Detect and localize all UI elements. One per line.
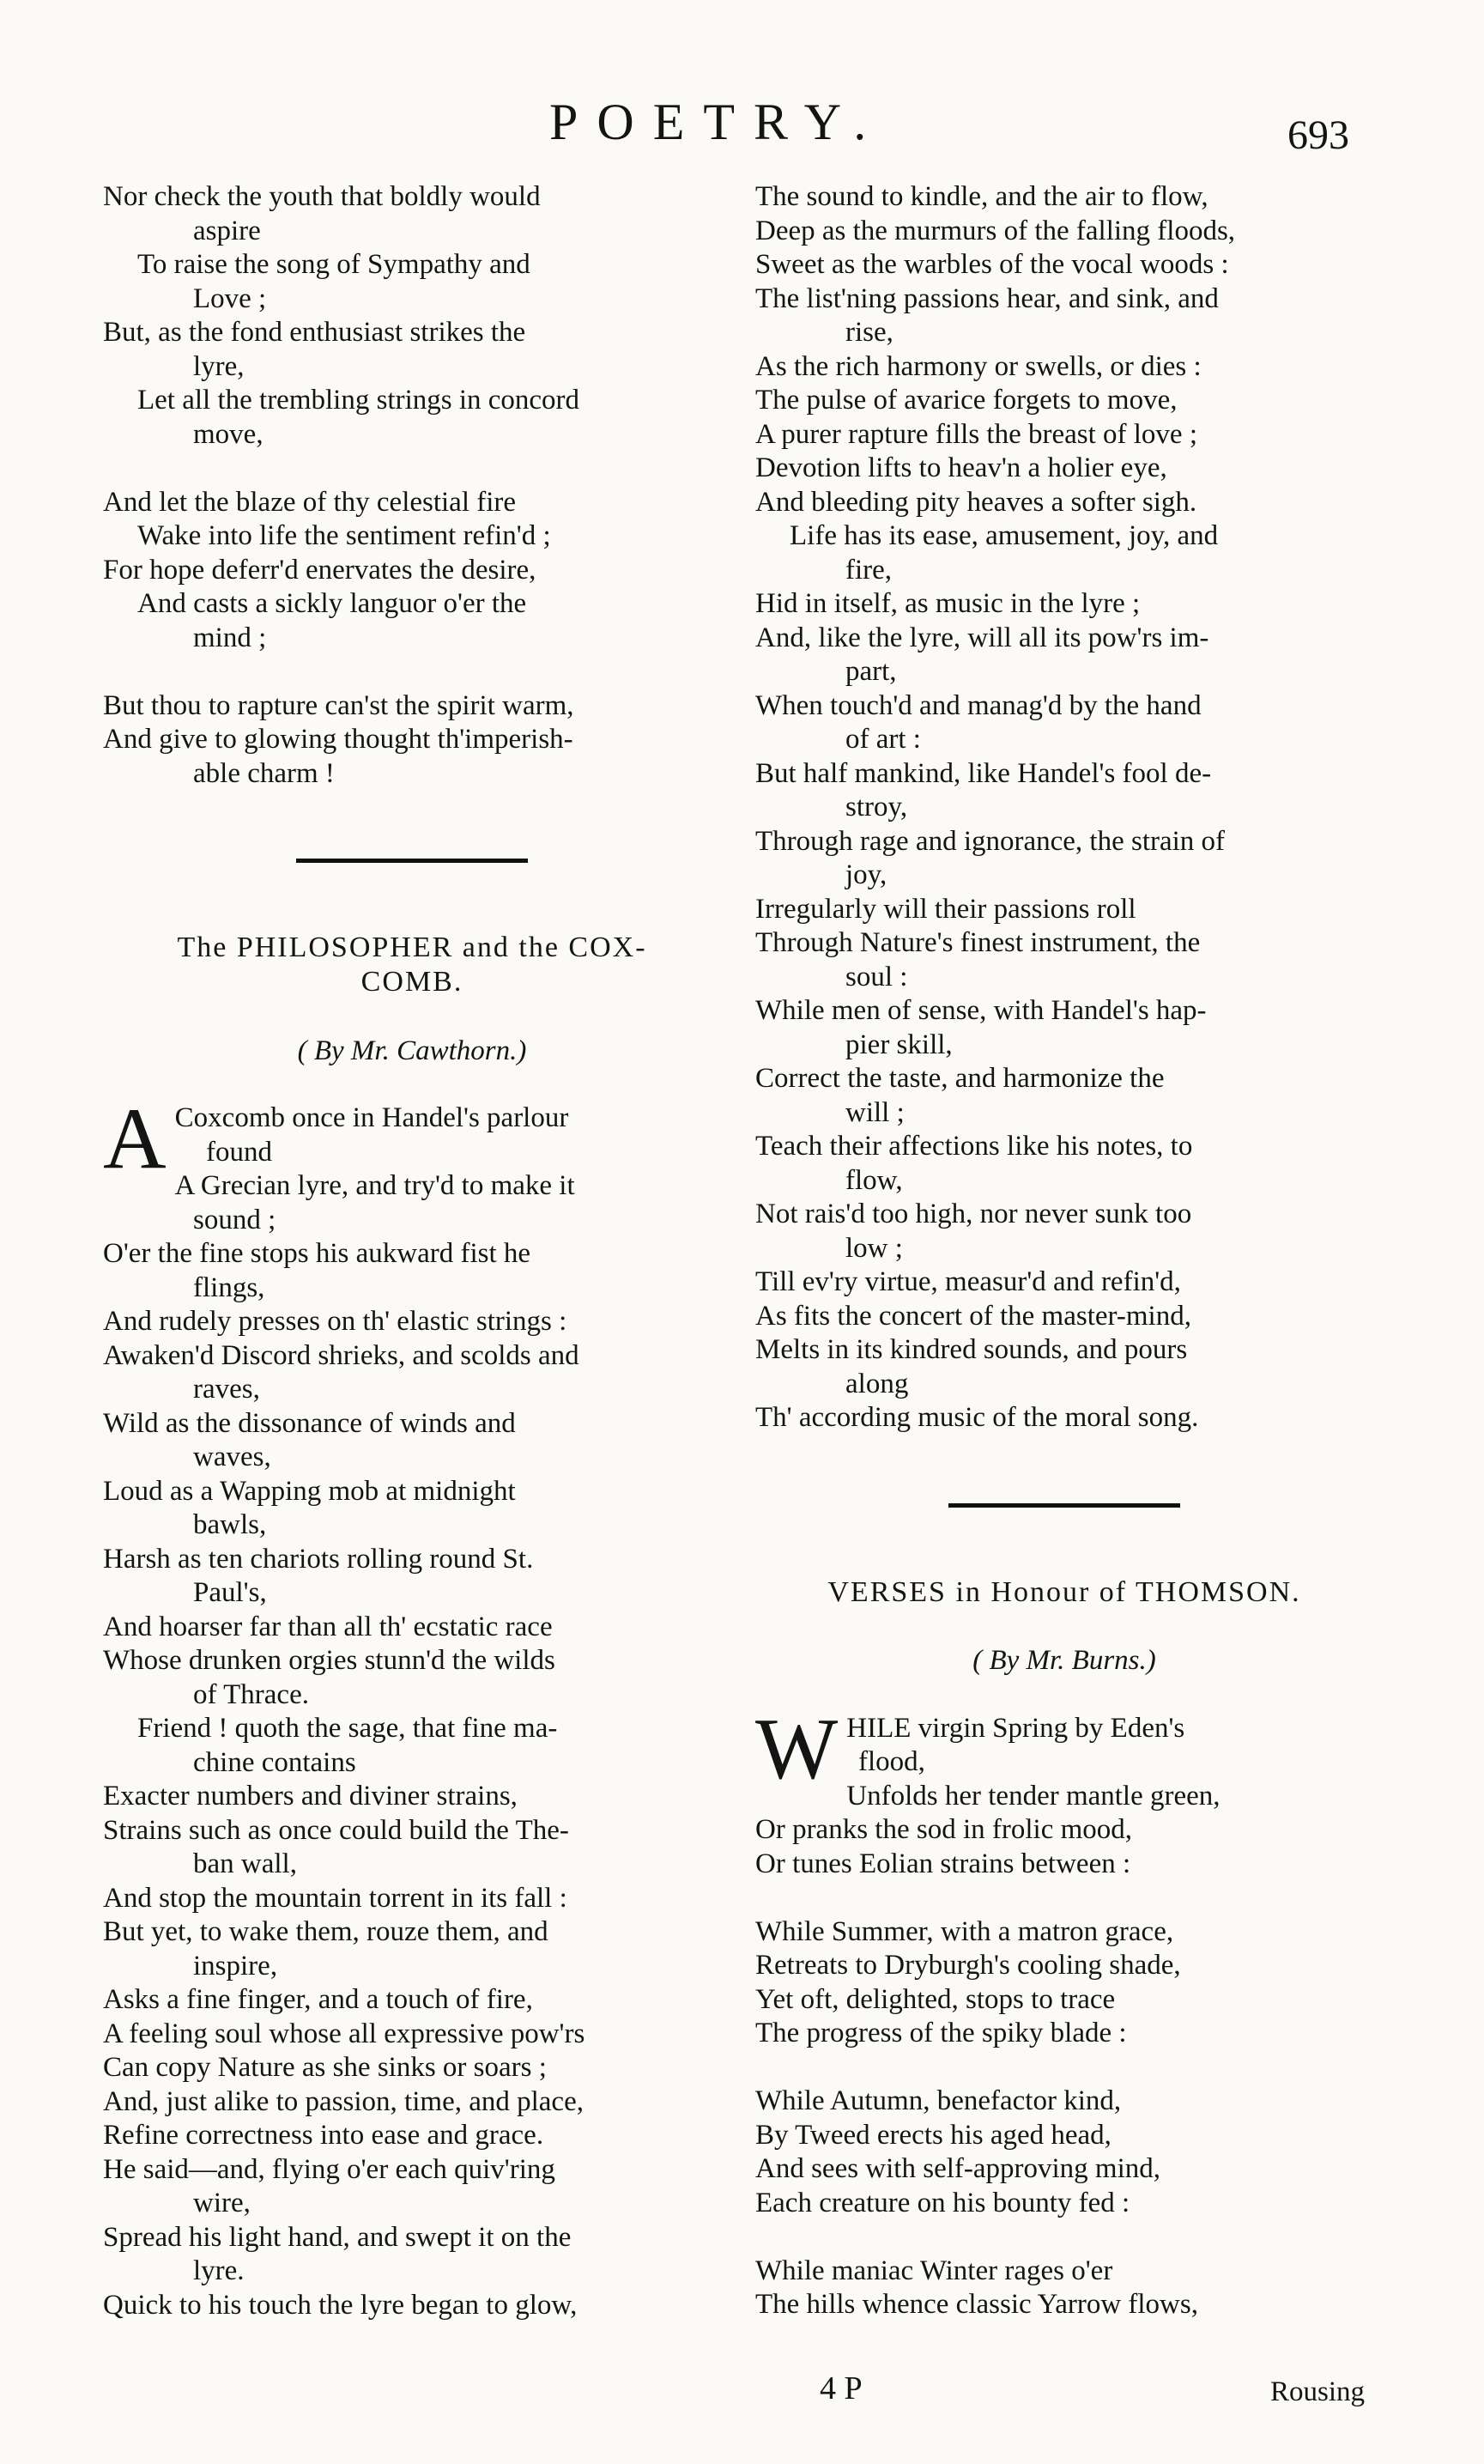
verse-line: bawls, — [193, 1509, 267, 1540]
verse-line: O'er the fine stops his aukward fist he — [103, 1238, 531, 1269]
poem-byline: ( By Mr. Cawthorn.) — [297, 1035, 527, 1066]
verse-line: lyre. — [193, 2255, 245, 2286]
verse-line: Each creature on his bounty fed : — [755, 2187, 1130, 2218]
verse-line: chine contains — [193, 1746, 356, 1778]
verse-line: The hills whence classic Yarrow flows, — [755, 2289, 1198, 2320]
verse-line: But half mankind, like Handel's fool de- — [755, 757, 1212, 789]
verse-line: But yet, to wake them, rouze them, and — [103, 1916, 548, 1947]
verse-line: Melts in its kindred sounds, and pours — [755, 1334, 1188, 1365]
catchword: Rousing — [1270, 2376, 1366, 2407]
poem-title — [103, 931, 721, 999]
verse-line: Not rais'd too high, nor never sunk too — [755, 1199, 1192, 1229]
verse-line: joy, — [845, 859, 887, 890]
verse-line: A purer rapture fills the breast of love ; — [755, 418, 1197, 450]
poem-title-line: COMB. — [360, 966, 463, 998]
verse-line: As the rich harmony or swells, or dies : — [755, 350, 1202, 382]
verse-line: Asks a fine finger, and a touch of fire, — [103, 1984, 533, 2015]
verse-line: along — [845, 1368, 909, 1399]
verse-line: Teach their affections like his notes, to — [755, 1131, 1193, 1162]
poem-ending — [103, 180, 721, 791]
verse-line: lyre, — [193, 350, 245, 382]
verse-line: And, just alike to passion, time, and place, — [103, 2085, 584, 2117]
verse-line: But thou to rapture can'st the spirit warm, — [103, 689, 574, 721]
verse-line: stroy, — [845, 792, 908, 822]
verse-line: Spread his light hand, and swept it on the — [103, 2221, 572, 2253]
verse-line: part, — [845, 656, 897, 687]
verse-line: HILE virgin Spring by Eden's — [846, 1712, 1185, 1744]
stanza-break — [755, 2051, 1373, 2085]
verse-line: Till ev'ry virtue, measur'd and refin'd, — [755, 1266, 1181, 1297]
verse-line: The list'ning passions hear, and sink, and — [755, 282, 1219, 314]
verse-line: of Thrace. — [193, 1678, 309, 1710]
verse-line: And give to glowing thought th'imperish- — [103, 724, 573, 755]
verse-line: soul : — [845, 961, 908, 992]
verse-line: And bleeding pity heaves a softer sigh. — [755, 486, 1197, 518]
verse-line: wire, — [193, 2188, 251, 2218]
verse-line: While men of sense, with Handel's hap- — [755, 995, 1207, 1026]
verse-line: Nor check the youth that boldly would — [103, 181, 541, 212]
verse-line: flings, — [193, 1271, 265, 1303]
verse-line: And stop the mountain torrent in its fall : — [103, 1882, 567, 1914]
verse-line: Coxcomb once in Handel's parlour — [174, 1102, 569, 1133]
verse-line: For hope deferr'd enervates the desire, — [103, 554, 536, 586]
poem-byline: ( By Mr. Burns.) — [972, 1645, 1156, 1676]
verse-line: will ; — [845, 1096, 905, 1128]
verse-line: Let all the trembling strings in concord — [137, 385, 580, 416]
verse-line: And sees with self-approving mind, — [755, 2153, 1161, 2184]
stanza-break — [755, 1881, 1373, 1915]
verse-line: Paul's, — [193, 1577, 267, 1608]
verse-line: Whose drunken orgies stunn'd the wilds — [103, 1645, 555, 1676]
verse-line: Sweet as the warbles of the vocal woods : — [755, 249, 1229, 280]
verse-line: The sound to kindle, and the air to flow, — [755, 181, 1208, 212]
verse-line: low ; — [845, 1232, 903, 1264]
verse-line: raves, — [193, 1374, 260, 1405]
verse-line: A Grecian lyre, and try'd to make it — [174, 1170, 575, 1201]
verse-line: Through rage and ignorance, the strain of — [755, 825, 1226, 857]
verse-line: Deep as the murmurs of the falling floods, — [755, 215, 1236, 246]
verse-line: Can copy Nature as she sinks or soars ; — [103, 2052, 547, 2083]
verse-line: He said—and, flying o'er each quiv'ring — [103, 2153, 555, 2185]
verse-line: But, as the fond enthusiast strikes the — [103, 317, 526, 348]
verse-line: Exacter numbers and diviner strains, — [103, 1781, 518, 1812]
right-column — [755, 180, 1373, 2322]
verse-line: While Summer, with a matron grace, — [755, 1915, 1174, 1947]
verse-line: The progress of the spiky blade : — [755, 2018, 1127, 2048]
verse-line: Th' according music of the moral song. — [755, 1402, 1199, 1433]
verse-line: Yet oft, delighted, stops to trace — [755, 1983, 1116, 2015]
drop-cap: W — [755, 1700, 839, 1798]
poem-continuation — [755, 180, 1373, 1435]
verse-line: The pulse of avarice forgets to move, — [755, 385, 1178, 416]
page-number: 693 — [1287, 112, 1349, 158]
verse-line: fire, — [845, 554, 893, 586]
verse-line: Unfolds her tender mantle green, — [846, 1780, 1221, 1812]
verse-line: flood, — [858, 1746, 925, 1777]
verse-line: rise, — [845, 317, 893, 348]
poem-title-line: The PHILOSOPHER and the COX- — [177, 932, 647, 963]
verse-line: As fits the concert of the master-mind, — [755, 1300, 1191, 1332]
running-head: POETRY. — [549, 94, 886, 150]
verse-line: While maniac Winter rages o'er — [755, 2255, 1113, 2286]
stanza-break — [103, 655, 721, 689]
verse-line: Wake into life the sentiment refin'd ; — [137, 520, 551, 551]
verse-line: able charm ! — [193, 757, 335, 789]
verse-line: Friend ! quoth the sage, that fine ma- — [137, 1713, 558, 1744]
verse-line: When touch'd and manag'd by the hand — [755, 689, 1202, 721]
poem-body — [103, 1090, 721, 2322]
verse-line: Wild as the dissonance of winds and — [103, 1407, 516, 1439]
verse-line: Love ; — [193, 282, 267, 314]
verse-line: To raise the song of Sympathy and — [137, 249, 530, 280]
poem-body — [755, 1700, 1373, 2322]
verse-line: By Tweed erects his aged head, — [755, 2119, 1111, 2151]
verse-line: Or pranks the sod in frolic mood, — [755, 1814, 1133, 1845]
verse-line: Retreats to Dryburgh's cooling shade, — [755, 1950, 1181, 1981]
stanza — [755, 2085, 1373, 2220]
verse-line: Or tunes Eolian strains between : — [755, 1848, 1131, 1879]
verse-line: Through Nature's finest instrument, the — [755, 927, 1201, 958]
verse-line: A feeling soul whose all expressive pow'rs — [103, 2018, 585, 2049]
verse-line: Quick to his touch the lyre began to glow, — [103, 2289, 578, 2321]
stanza-break — [103, 452, 721, 486]
verse-line: mind ; — [193, 622, 267, 653]
stanza — [755, 2255, 1373, 2322]
verse-line: aspire — [193, 215, 261, 246]
verse-line: waves, — [193, 1441, 271, 1472]
stanza-break — [755, 2220, 1373, 2255]
verse-line: Hid in itself, as music in the lyre ; — [755, 588, 1141, 619]
stanza — [755, 1700, 1373, 1882]
verse-line: found — [206, 1136, 272, 1168]
verse-line: of art : — [845, 724, 921, 755]
verse-line: Irregularly will their passions roll — [755, 893, 1136, 925]
verse-line: And rudely presses on th' elastic strings : — [103, 1306, 567, 1337]
verse-line: Loud as a Wapping mob at midnight — [103, 1475, 516, 1507]
verse-line: And let the blaze of thy celestial fire — [103, 486, 517, 518]
verse-line: Strains such as once could build the The- — [103, 1814, 569, 1846]
verse-line: Correct the taste, and harmonize the — [755, 1063, 1165, 1094]
verse-line: pier skill, — [845, 1029, 953, 1060]
verse-line: While Autumn, benefactor kind, — [755, 2085, 1122, 2116]
verse-line: Awaken'd Discord shrieks, and scolds and — [103, 1339, 579, 1371]
drop-cap: A — [103, 1090, 167, 1187]
verse-line: move, — [193, 418, 263, 450]
verse-line: inspire, — [193, 1950, 278, 1982]
verse-line: sound ; — [193, 1204, 276, 1235]
left-column — [103, 180, 721, 2322]
verse-line: And, like the lyre, will all its pow'rs im- — [755, 622, 1209, 653]
verse-line: Devotion lifts to heav'n a holier eye, — [755, 452, 1167, 483]
verse-line: And hoarser far than all th' ecstatic race — [103, 1611, 553, 1642]
verse-line: Harsh as ten chariots rolling round St. — [103, 1543, 534, 1575]
verse-line: flow, — [845, 1164, 903, 1196]
printer-signature: 4 P — [820, 2370, 863, 2406]
verse-line: Refine correctness into ease and grace. — [103, 2120, 544, 2151]
verse-line: And casts a sickly languor o'er the — [137, 588, 527, 619]
verse-line: Life has its ease, amusement, joy, and — [790, 520, 1219, 551]
poem-title: VERSES in Honour of THOMSON. — [827, 1575, 1301, 1608]
verse-line: ban wall, — [193, 1848, 297, 1879]
stanza — [755, 1915, 1373, 2051]
